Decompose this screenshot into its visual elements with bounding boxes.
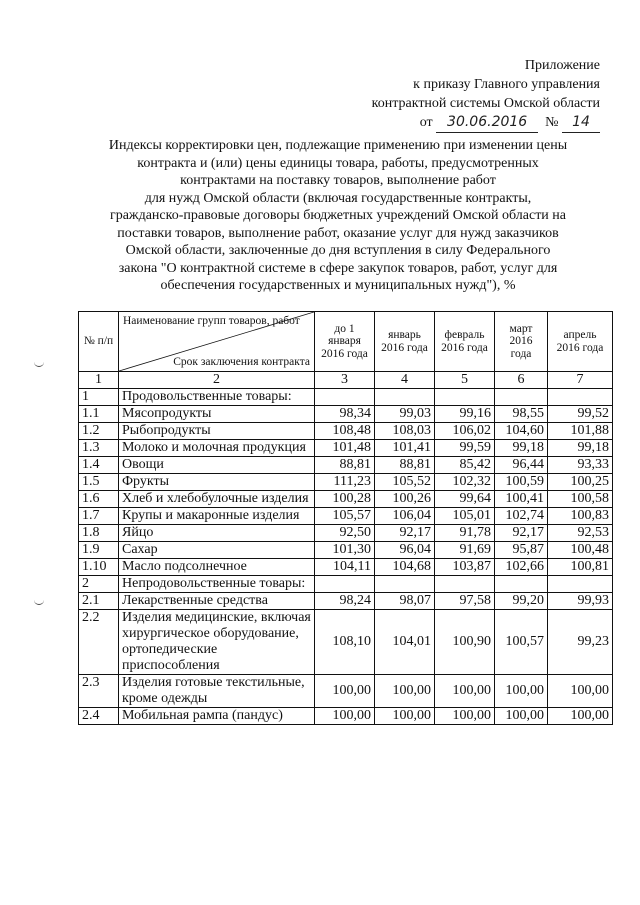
index-value: 98,34 [315,406,375,423]
col-header-period: январь 2016 года [375,312,435,372]
index-value: 108,03 [375,423,435,440]
index-value: 99,64 [435,491,495,508]
col-header-number: № п/п [79,312,119,372]
row-name: Фрукты [119,474,315,491]
order-reference-line: к приказу Главного управления [413,77,600,92]
authority-name: контрактной системы Омской области [371,96,600,111]
row-number: 2.3 [79,675,119,708]
table-row [79,406,613,423]
index-value: 103,87 [435,559,495,576]
row-name: Яйцо [119,525,315,542]
order-number-handwritten: 14 [562,113,600,133]
index-value: 99,20 [495,593,548,610]
index-value: 105,57 [315,508,375,525]
document-title [88,137,588,295]
index-value: 99,52 [548,406,613,423]
table-row [79,440,613,457]
row-number: 2 [79,576,119,593]
index-value [435,389,495,406]
index-value: 101,48 [315,440,375,457]
index-value: 101,88 [548,423,613,440]
row-number: 2.4 [79,708,119,725]
appendix-label: Приложение [524,58,600,73]
row-number: 1.4 [79,457,119,474]
table-row [79,389,613,406]
title-line: закона "О контрактной системе в сфере закупок товаров, работ, услуг для [118,260,558,276]
index-value: 99,18 [548,440,613,457]
index-value: 99,03 [375,406,435,423]
index-value: 104,68 [375,559,435,576]
index-value [435,576,495,593]
title-line: обеспечения государственных и муниципальных нужд"), % [160,278,516,293]
row-number: 2.2 [79,610,119,675]
row-name: Овощи [119,457,315,474]
index-value: 95,87 [495,542,548,559]
index-value: 99,59 [435,440,495,457]
index-value: 108,48 [315,423,375,440]
row-number: 1.6 [79,491,119,508]
index-value: 100,26 [375,491,435,508]
table-row [79,423,613,440]
index-value: 100,00 [375,708,435,725]
order-from-label: от [419,115,433,130]
row-name: Мобильная рампа (пандус) [119,708,315,725]
row-number: 1.9 [79,542,119,559]
row-name: Сахар [119,542,315,559]
index-value: 101,41 [375,440,435,457]
index-value: 100,00 [315,675,375,708]
row-name: Рыбопродукты [119,423,315,440]
title-line: контрактами на поставку товаров, выполнение работ [180,173,496,188]
table-row [79,542,613,559]
table-row [79,708,613,725]
row-name: Молоко и молочная продукция [119,440,315,457]
index-value: 91,78 [435,525,495,542]
index-value: 102,74 [495,508,548,525]
table-row [79,576,613,593]
index-value: 100,00 [315,708,375,725]
row-name: Крупы и макаронные изделия [119,508,315,525]
title-line: контракта и (или) цены единицы товара, работы, предусмотренных [137,155,539,171]
col-header-period: февраль 2016 года [435,312,495,372]
index-value: 99,93 [548,593,613,610]
index-value: 88,81 [375,457,435,474]
column-number: 3 [315,372,375,389]
table-body [79,389,613,725]
index-value: 100,90 [435,610,495,675]
row-name: Изделия медицинские, включая хирургическое оборудование, ортопедические приспособления [119,610,315,675]
table-row [79,610,613,675]
index-value: 85,42 [435,457,495,474]
index-value: 98,07 [375,593,435,610]
row-number: 1.1 [79,406,119,423]
table-row [79,559,613,576]
index-value: 102,32 [435,474,495,491]
index-value: 97,58 [435,593,495,610]
row-number: 1 [79,389,119,406]
row-name: Хлеб и хлебобулочные изделия [119,491,315,508]
table-row [79,491,613,508]
index-value: 100,81 [548,559,613,576]
row-name: Масло подсолнечное [119,559,315,576]
index-value: 104,60 [495,423,548,440]
col-header-period: до 1 января 2016 года [315,312,375,372]
row-number: 1.3 [79,440,119,457]
index-value: 92,17 [375,525,435,542]
index-value: 98,24 [315,593,375,610]
title-line: Омской области, заключенные до дня вступления в силу Федерального [125,243,551,258]
index-value: 100,58 [548,491,613,508]
index-value: 100,48 [548,542,613,559]
index-value: 100,28 [315,491,375,508]
index-value: 100,59 [495,474,548,491]
index-value: 106,02 [435,423,495,440]
title-line: Индексы корректировки цен, подлежащие применению при изменении цены [108,138,568,153]
column-number: 1 [79,372,119,389]
table-row [79,474,613,491]
index-value [495,576,548,593]
index-value: 100,00 [375,675,435,708]
col-header-period: апрель 2016 года [548,312,613,372]
table-header-row [79,312,613,372]
index-value: 102,66 [495,559,548,576]
col-header-name-bottom: Срок заключения контракта [173,355,310,368]
price-index-table [78,311,613,725]
index-value: 104,01 [375,610,435,675]
index-value: 100,00 [435,708,495,725]
index-value [375,576,435,593]
index-value: 98,55 [495,406,548,423]
index-value: 101,30 [315,542,375,559]
index-value: 105,01 [435,508,495,525]
index-value: 111,23 [315,474,375,491]
table-row [79,593,613,610]
column-number: 4 [375,372,435,389]
row-number: 1.5 [79,474,119,491]
index-value [548,389,613,406]
index-value: 100,57 [495,610,548,675]
index-value: 93,33 [548,457,613,474]
row-name: Непродовольственные товары: [119,576,315,593]
index-value: 99,23 [548,610,613,675]
index-value [375,389,435,406]
title-line: для нужд Омской области (включая государственные контракты, [144,190,532,206]
punch-mark [34,360,44,367]
row-name: Изделия готовые текстильные, кроме одежды [119,675,315,708]
index-value: 100,00 [495,675,548,708]
index-value: 92,50 [315,525,375,542]
col-header-name [119,312,315,372]
col-header-name-top: Наименование групп товаров, работ [123,315,300,327]
row-number: 2.1 [79,593,119,610]
row-name: Лекарственные средства [119,593,315,610]
column-number: 2 [119,372,315,389]
table-row [79,675,613,708]
punch-mark [34,598,44,605]
appendix-header [372,56,600,133]
index-value: 96,04 [375,542,435,559]
row-number: 1.2 [79,423,119,440]
index-value: 108,10 [315,610,375,675]
index-value: 91,69 [435,542,495,559]
index-value: 104,11 [315,559,375,576]
index-value: 106,04 [375,508,435,525]
index-value: 105,52 [375,474,435,491]
index-value: 99,18 [495,440,548,457]
index-value [315,576,375,593]
row-number: 1.10 [79,559,119,576]
index-value: 100,25 [548,474,613,491]
row-number: 1.7 [79,508,119,525]
index-value: 88,81 [315,457,375,474]
order-date-number-row [372,113,600,133]
title-line: поставки товаров, выполнение работ, оказание услуг для нужд заказчиков [117,225,559,241]
index-value: 92,53 [548,525,613,542]
index-value: 100,00 [548,675,613,708]
row-name: Продовольственные товары: [119,389,315,406]
table-row [79,457,613,474]
column-number: 5 [435,372,495,389]
order-number-label: № [545,115,559,130]
column-number: 6 [495,372,548,389]
index-value: 96,44 [495,457,548,474]
table-row [79,508,613,525]
column-number: 7 [548,372,613,389]
index-value [495,389,548,406]
index-value: 99,16 [435,406,495,423]
index-value: 92,17 [495,525,548,542]
column-number-row [79,372,613,389]
order-date-handwritten: 30.06.2016 [436,113,538,133]
index-value: 100,83 [548,508,613,525]
index-value [548,576,613,593]
table-row [79,525,613,542]
index-value: 100,00 [435,675,495,708]
index-value: 100,41 [495,491,548,508]
index-value [315,389,375,406]
title-line: гражданско-правовые договоры бюджетных учреждений Омской области на [109,208,567,223]
row-number: 1.8 [79,525,119,542]
index-value: 100,00 [548,708,613,725]
index-value: 100,00 [495,708,548,725]
col-header-period: март 2016 года [495,312,548,372]
row-name: Мясопродукты [119,406,315,423]
